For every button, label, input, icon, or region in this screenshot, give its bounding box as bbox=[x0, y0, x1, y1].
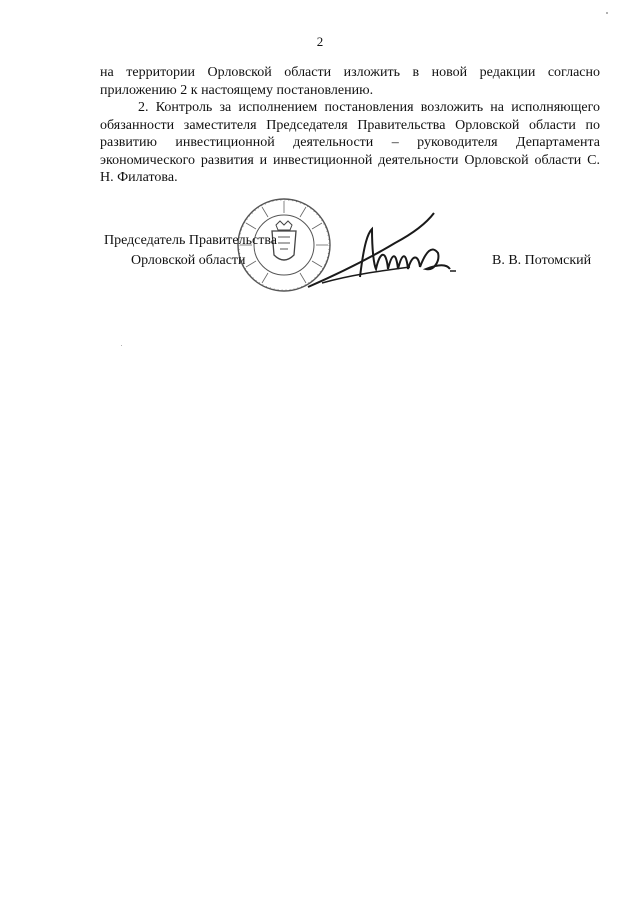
document-body bbox=[100, 64, 600, 187]
paragraph-continuation: на территории Орловской области изложить в новой редакции согласно приложению 2 к настоящему постановлению. bbox=[100, 65, 600, 98]
paragraph-item-2: 2. Контроль за исполнением постановления возложить на исполняющего обязанности заместителя Председателя Правительства Орловской области по развитию инвестиционной деятельности – руководителя Департамента экономического развития и инвестиционной деятельности Орловской области С. Н. Филатова. bbox=[100, 100, 600, 185]
handwritten-signature bbox=[300, 203, 470, 293]
signer-title-line1: Председатель Правительства bbox=[104, 233, 277, 248]
scan-speck bbox=[121, 345, 122, 346]
scan-speck bbox=[606, 12, 608, 14]
signer-title-line2: Орловской области bbox=[131, 253, 246, 268]
signer-name: В. В. Потомский bbox=[492, 253, 592, 268]
page-number: 2 bbox=[316, 34, 324, 49]
signature-block bbox=[0, 195, 640, 315]
